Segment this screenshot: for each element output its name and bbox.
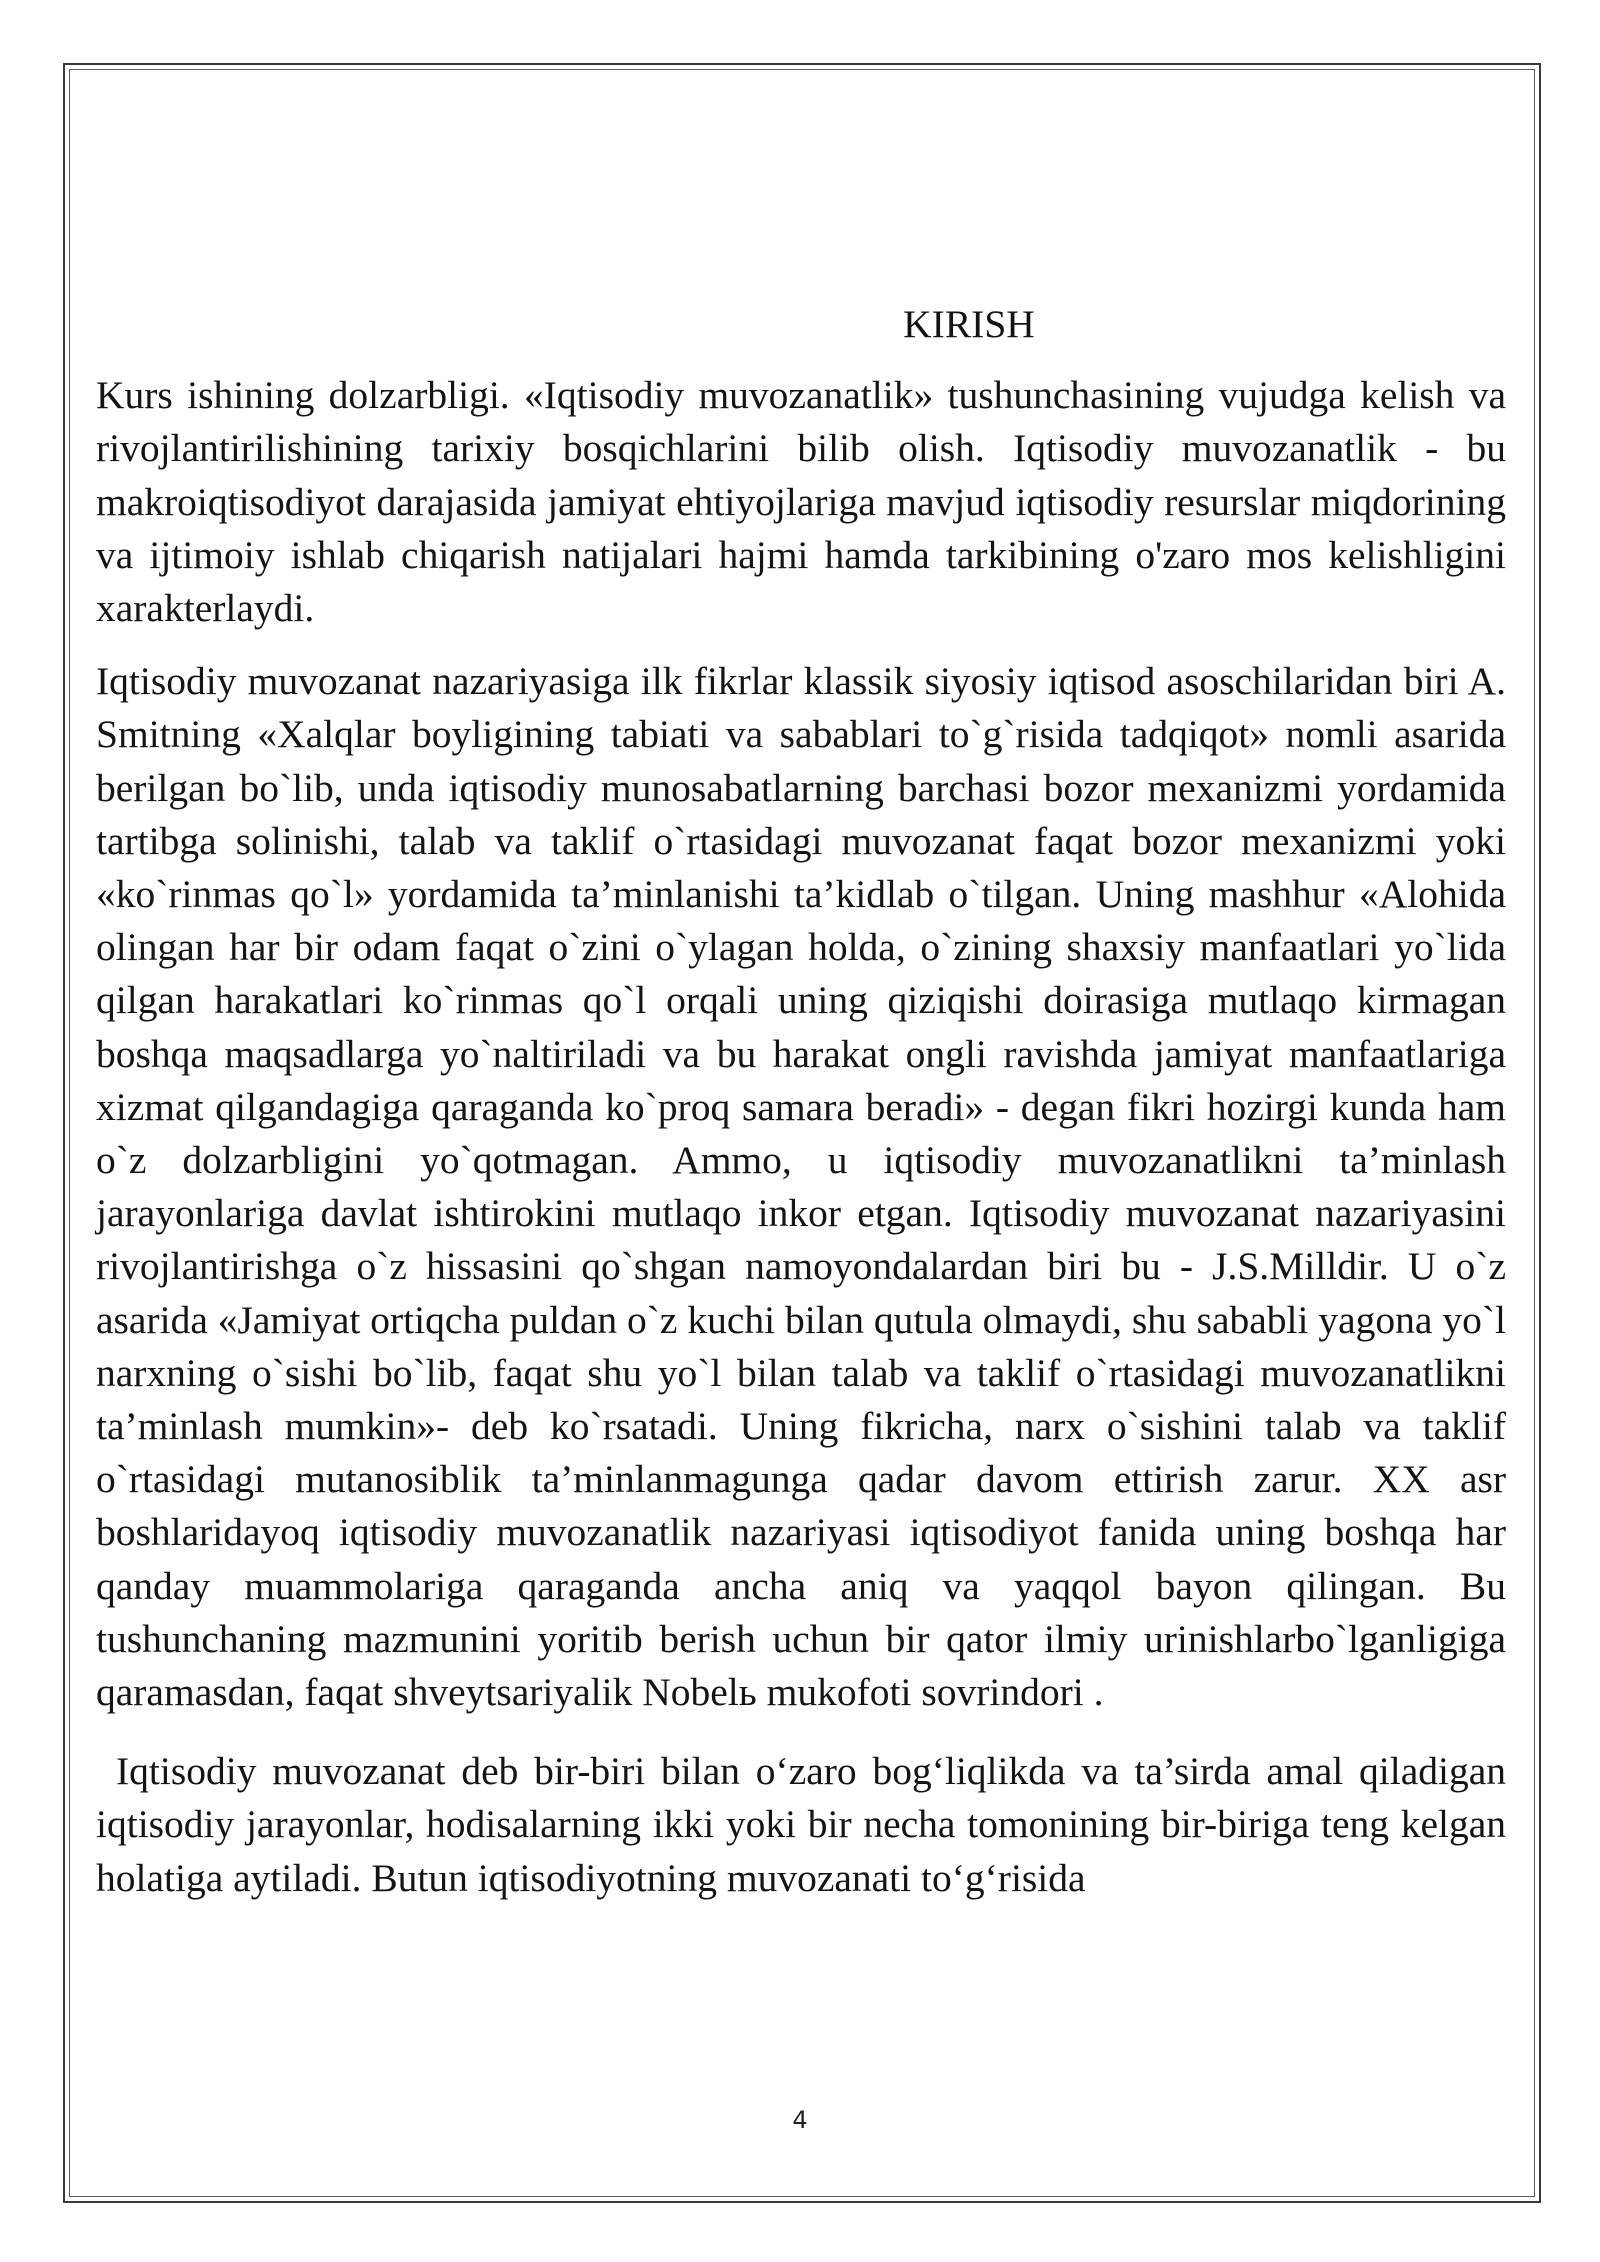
paragraph-3: Iqtisodiy muvozanat deb bir-biri bilan o‘zaro bog‘liqlikda va ta’sirda amal qiladigan iqtisodiy jarayonlar, hodisalarning ikki yoki bir necha tomonining bir-biriga teng kelgan holatiga aytiladi. Butun iqtisodiyotning muvozanati to‘g‘risida xyxy=(96,1749,1506,1900)
paragraph-2: Iqtisodiy muvozanat nazariyasiga ilk fikrlar klassik siyosiy iqtisod asoschilaridan biri A. Smitning «Xalqlar boyligining tabiati va sabablari to`g`risida tadqiqot» nomli asarida berilgan bo`lib, unda iqtisodiy munosabatlarning barchasi bozor mexanizmi yordamida tartibga solinishi, talab va taklif o`rtasidagi muvozanat faqat bozor mexanizmi yoki «ko`rinmas qo`l» yordamida ta’minlanishi ta’kidlab o`tilgan. Uning mashhur «Alohida olingan har bir odam faqat o`zini o`ylagan holda, o`zining shaxsiy manfaatlari yo`lida qilgan harakatlari ko`rinmas qo`l orqali uning qiziqishi doirasiga mutlaqo kirmagan boshqa maqsadlarga yo`naltiriladi va bu harakat ongli ravishda jamiyat manfaatlariga xizmat qilgandagiga qaraganda ko`proq samara beradi» - degan fikri hozirgi kunda ham o`z dolzarbligini yo`qotmagan. Ammo, u iqtisodiy muvozanatlikni ta’minlash jarayonlariga davlat ishtirokini mutlaqo inkor etgan. Iqtisodiy muvozanat nazariyasini rivojlantirishga o`z hissasini qo`shgan namoyondalardan biri bu - J.S.Milldir. U o`z asarida «Jamiyat ortiqcha puldan o`z kuchi bilan qutula olmaydi, shu sababli yagona yo`l narxning o`sishi bo`lib, faqat shu yo`l bilan talab va taklif o`rtasidagi muvozanatlikni ta’minlash mumkin»- deb ko`rsatadi. Uning fikricha, narx o`sishini talab va taklif o`rtasidagi mutanosiblik ta’minlanmagunga qadar davom ettirish zarur. XX asr boshlaridayoq iqtisodiy muvozanatlik nazariyasi iqtisodiyot fanida uning boshqa har qanday muammolariga qaraganda ancha aniq va yaqqol bayon qilingan. Bu tushunchaning mazmunini yoritib berish uchun bir qator ilmiy urinishlarbo`lganligiga qaramasdan, faqat shveytsariyalik Nobelь mukofoti sovrindori . xyxy=(96,659,1506,1715)
document-body xyxy=(96,298,1506,1925)
page-number: 4 xyxy=(792,2106,808,2134)
paragraph-1: Kurs ishining dolzarbligi. «Iqtisodiy muvozanatlik» tushunchasining vujudga kelish va rivojlantirilishining tarixiy bosqichlarini bilib olish. Iqtisodiy muvozanatlik - bu makroiqtisodiyot darajasida jamiyat ehtiyojlariga mavjud iqtisodiy resurslar miqdorining va ijtimoiy ishlab chiqarish natijalari hajmi hamda tarkibining o'zaro mos kelishligini xarakterlaydi. xyxy=(96,373,1506,631)
section-title: KIRISH xyxy=(903,302,1035,346)
